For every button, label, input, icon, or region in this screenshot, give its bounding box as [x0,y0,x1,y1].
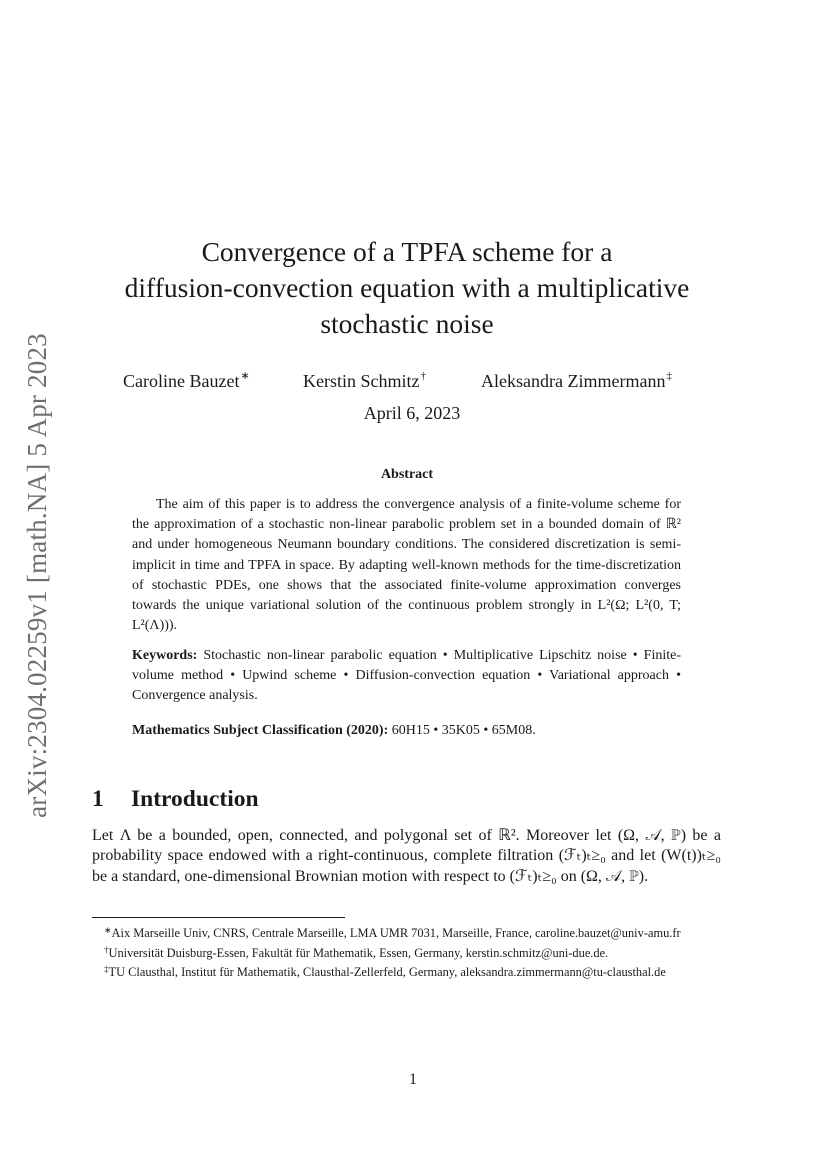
author-1-name: Caroline Bauzet [123,371,240,391]
footnote-3 [92,961,721,981]
author-3-name: Aleksandra Zimmermann [481,371,666,391]
footnote-3-text: TU Clausthal, Institut für Mathematik, Clausthal-Zellerfeld, Germany, aleksandra.zimmermann@tu-clausthal.de [108,965,666,980]
footnote-2-mark: † [104,944,109,955]
publication-date: April 6, 2023 [363,403,461,423]
footnote-2 [92,942,721,962]
footnote-3-mark: ‡ [104,964,109,975]
abstract-heading: Abstract [380,467,434,482]
msc-codes: 60H15 • 35K05 • 65M08. [391,723,536,738]
footnote-divider [92,917,345,918]
footnote-1-text: Aix Marseille Univ, CNRS, Centrale Marseille, LMA UMR 7031, Marseille, France, caroline.bauzet@univ-amu.fr [111,926,681,940]
footnote-1-mark: ∗ [104,925,112,935]
section-heading-introduction [92,784,592,814]
title-line-2: diffusion-convection equation with a multiplicative [124,272,690,303]
author-list [92,364,732,391]
footnotes [92,922,721,981]
author-3-footnote-mark: ‡ [666,370,672,382]
page-number: 1 [409,1071,417,1088]
author-2-footnote-mark: † [420,370,426,382]
author-2 [303,364,426,393]
title-line-3: stochastic noise [320,308,494,339]
keywords-label: Keywords: [132,648,198,663]
section-number: 1 [92,786,104,812]
arxiv-identifier-text: arXiv:2304.02259v1 [math.NA] 5 Apr 2023 [21,333,52,818]
keywords-text: Stochastic non-linear parabolic equation • Multiplicative Lipschitz noise • Finite-volume method • Upwind scheme • Diffusion-convection equation • Variational approach • Convergence analysis. [132,648,682,704]
keywords-paragraph [132,646,681,707]
arxiv-identifier-stamp [14,318,60,833]
title-line-1: Convergence of a TPFA scheme for a [201,236,613,267]
author-1-footnote-mark: ∗ [240,370,250,382]
footnote-2-text: Universität Duisburg-Essen, Fakultät für Mathematik, Essen, Germany, kerstin.schmitz@uni-due.de. [108,945,609,960]
abstract-text: The aim of this paper is to address the convergence analysis of a finite-volume scheme for the approximation of a stochastic non-linear parabolic problem set in a bounded domain of ℝ² and under homogeneous Neumann boundary conditions. The considered discretization is semi-implicit in time and TPFA in space. By adapting well-known methods for the time-discretization of stochastic PDEs, one shows that the associated finite-volume approximation converges towards the unique variational solution of the continuous problem strongly in L²(Ω; L²(0, T; L²(Λ))). [132,497,681,634]
introduction-paragraph: Let Λ be a bounded, open, connected, and polygonal set of ℝ². Moreover let (Ω, 𝒜, ℙ) be a probability space endowed with a right-continuous, complete filtration (ℱₜ)ₜ≥₀ and let (W(t))ₜ≥₀ be a standard, one-dimensional Brownian motion with respect to (ℱₜ)ₜ≥₀ on (Ω, 𝒜, ℙ). [92,827,721,885]
author-1 [123,364,250,393]
footnote-1 [92,922,721,942]
msc-label: Mathematics Subject Classification (2020): [132,723,389,738]
section-title: Introduction [131,786,259,812]
paper-title [100,234,714,342]
author-3 [481,364,672,393]
author-2-name: Kerstin Schmitz [303,371,420,391]
msc-paragraph [132,721,692,741]
